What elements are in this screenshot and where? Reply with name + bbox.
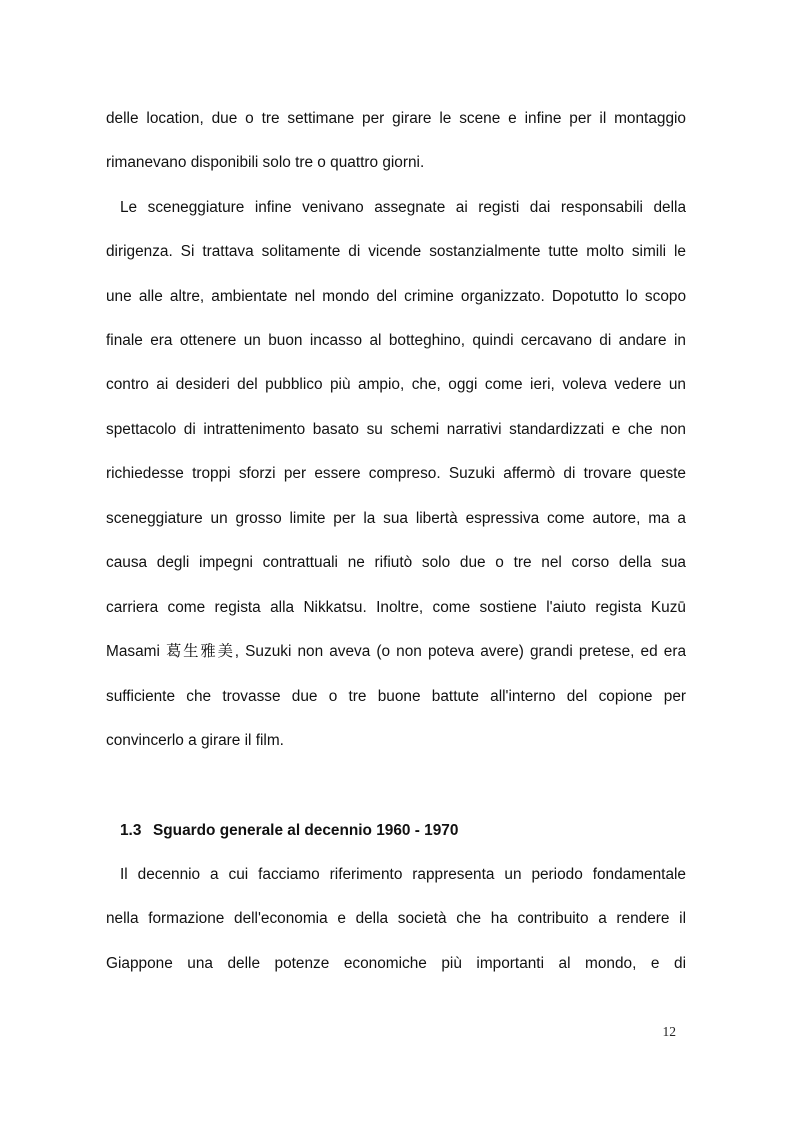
section-number: 1.3 bbox=[120, 822, 142, 839]
paragraph-2-line-2: dirigenza. Si trattava solitamente di vicende sostanzialmente tutte molto simili le bbox=[106, 243, 686, 260]
page-number: 12 bbox=[662, 1024, 676, 1039]
paragraph-1-line-1: delle location, due o tre settimane per girare le scene e infine per il montaggio bbox=[106, 110, 686, 127]
paragraph-2-line-11: Masami 葛生雅美, Suzuki non aveva (o non poteva avere) grandi pretese, ed era bbox=[106, 643, 686, 660]
paragraph-2-line-1: Le sceneggiature infine venivano assegnate ai registi dai responsabili della bbox=[120, 199, 686, 216]
paragraph-3-line-2: nella formazione dell'economia e della società che ha contribuito a rendere il bbox=[106, 910, 686, 927]
section-title: Sguardo generale al decennio 1960 - 1970 bbox=[153, 822, 459, 839]
paragraph-2-line-8: sceneggiature un grosso limite per la sua libertà espressiva come autore, ma a bbox=[106, 510, 686, 527]
paragraph-2-line-5: contro ai desideri del pubblico più ampio, che, oggi come ieri, voleva vedere un bbox=[106, 376, 686, 393]
paragraph-2-line-4: finale era ottenere un buon incasso al botteghino, quindi cercavano di andare in bbox=[106, 332, 686, 349]
section-heading bbox=[120, 820, 680, 842]
paragraph-3-line-1: Il decennio a cui facciamo riferimento rappresenta un periodo fondamentale bbox=[120, 866, 686, 883]
paragraph-1-line-2: rimanevano disponibili solo tre o quattro giorni. bbox=[106, 154, 425, 171]
paragraph-2-line-3: une alle altre, ambientate nel mondo del crimine organizzato. Dopotutto lo scopo bbox=[106, 288, 686, 305]
paragraph-2-line-7: richiedesse troppi sforzi per essere compreso. Suzuki affermò di trovare queste bbox=[106, 465, 686, 482]
paragraph-2-line-12: sufficiente che trovasse due o tre buone battute all'interno del copione per bbox=[106, 688, 686, 705]
paragraph-2-line-6: spettacolo di intrattenimento basato su schemi narrativi standardizzati e che non bbox=[106, 421, 686, 438]
paragraph-3-line-3: Giappone una delle potenze economiche più importanti al mondo, e di bbox=[106, 955, 686, 972]
paragraph-2-line-9: causa degli impegni contrattuali ne rifiutò solo due o tre nel corso della sua bbox=[106, 554, 686, 571]
paragraph-2-line-13: convincerlo a girare il film. bbox=[106, 732, 284, 749]
paragraph-2-line-10: carriera come regista alla Nikkatsu. Inoltre, come sostiene l'aiuto regista Kuzū bbox=[106, 599, 686, 616]
